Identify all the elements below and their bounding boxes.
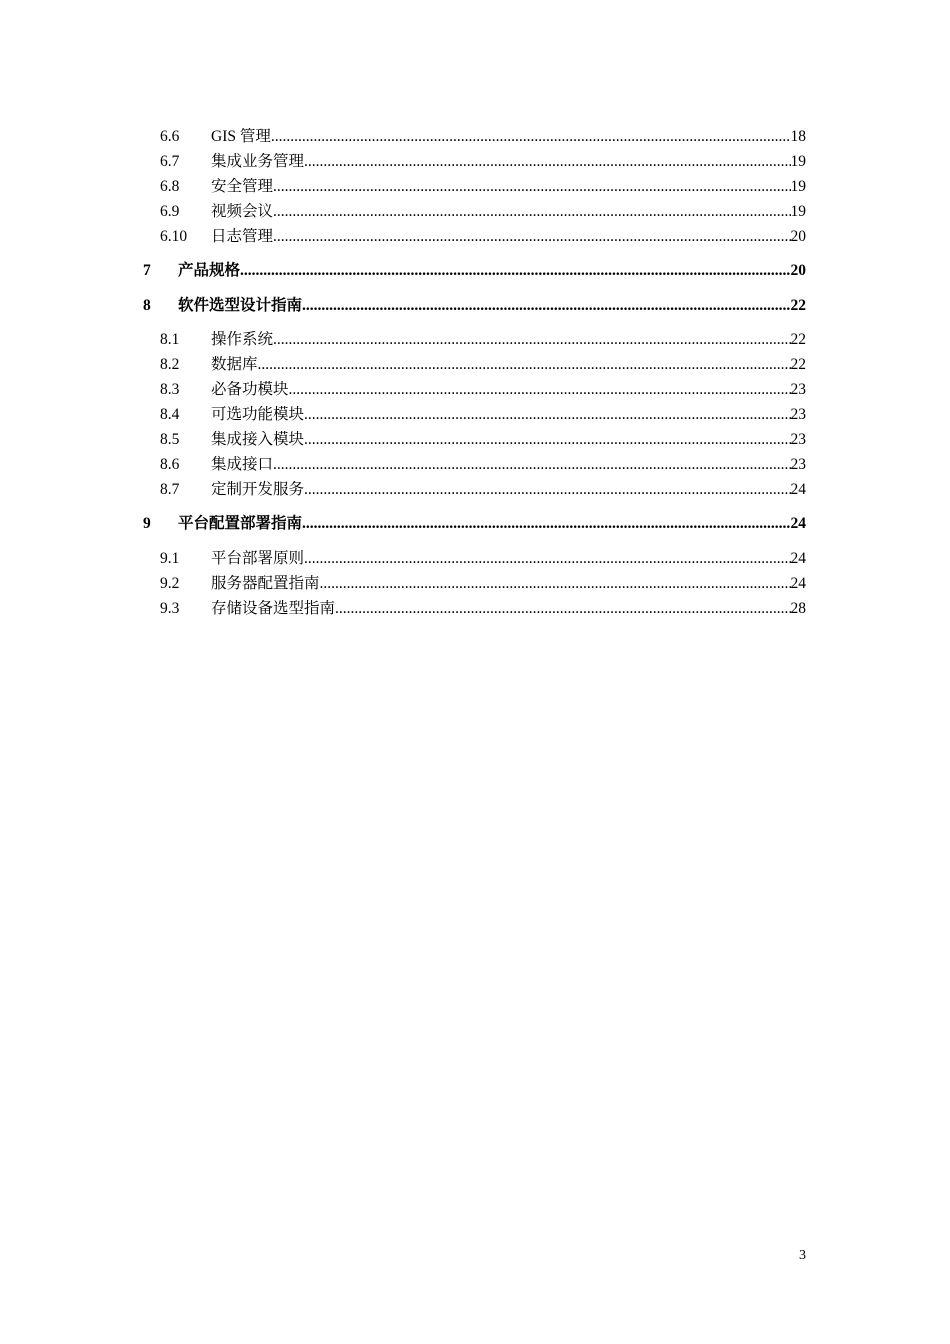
toc-entry-title: 集成接入模块	[211, 431, 305, 448]
toc-entry-number: 9.2	[160, 575, 180, 592]
toc-entry-title: 平台部署原则	[211, 550, 305, 567]
toc-entry-page: 23	[790, 406, 806, 423]
toc-entry-number: 6.7	[160, 153, 180, 170]
toc-entry-title: 操作系统	[211, 331, 274, 348]
dot-leader	[320, 573, 791, 595]
toc-entry-8-1[interactable]	[160, 329, 806, 351]
dot-leader	[273, 201, 790, 223]
toc-entry-page: 24	[790, 515, 806, 532]
dot-leader	[273, 454, 790, 476]
toc-entry-number: 8.4	[160, 406, 180, 423]
page-number: 3	[799, 1248, 806, 1263]
toc-entry-page: 24	[790, 550, 806, 567]
dot-leader	[302, 295, 790, 317]
dot-leader	[302, 513, 790, 535]
toc-entry-title: 平台配置部署指南	[178, 515, 303, 532]
toc-entry-6-7[interactable]	[160, 151, 806, 173]
toc-entry-number: 8.2	[160, 356, 180, 373]
toc-entry-page: 24	[790, 481, 806, 498]
toc-entry-page: 19	[790, 153, 806, 170]
toc-entry-number: 6.8	[160, 178, 180, 195]
dot-leader	[258, 354, 791, 376]
toc-entry-6-8[interactable]	[160, 176, 806, 198]
toc-entry-title: 服务器配置指南	[211, 575, 320, 592]
toc-entry-title: 数据库	[211, 356, 258, 373]
dot-leader	[271, 126, 791, 148]
dot-leader	[304, 548, 790, 570]
toc-entry-page: 20	[790, 262, 806, 279]
toc-entry-number: 8.1	[160, 331, 180, 348]
toc-entry-title: 可选功能模块	[211, 406, 305, 423]
toc-entry-8-7[interactable]	[160, 479, 806, 501]
toc-entry-title: 安全管理	[211, 178, 274, 195]
dot-leader	[335, 598, 790, 620]
toc-entry-8-3[interactable]	[160, 379, 806, 401]
toc-entry-number: 8	[143, 297, 151, 314]
toc-entry-page: 24	[790, 575, 806, 592]
toc-entry-title: 定制开发服务	[211, 481, 305, 498]
toc-entry-8-4[interactable]	[160, 404, 806, 426]
toc-entry-page: 23	[790, 456, 806, 473]
toc-entry-page: 28	[790, 600, 806, 617]
dot-leader	[273, 329, 790, 351]
toc-entry-title: 日志管理	[211, 228, 274, 245]
dot-leader	[240, 260, 790, 282]
toc-entry-8-2[interactable]	[160, 354, 806, 376]
toc-entry-page: 19	[790, 203, 806, 220]
toc-entry-number: 7	[143, 262, 151, 279]
toc-entry-number: 6.6	[160, 128, 180, 145]
toc-entry-title: 集成业务管理	[211, 153, 305, 170]
toc-entry-title: 软件选型设计指南	[178, 297, 303, 314]
toc-entry-page: 19	[790, 178, 806, 195]
toc-entry-page: 20	[790, 228, 806, 245]
dot-leader	[304, 429, 790, 451]
toc-entry-number: 9.1	[160, 550, 180, 567]
toc-entry-title: GIS 管理	[211, 128, 271, 145]
toc-entry-page: 23	[790, 431, 806, 448]
toc-entry-title: 存储设备选型指南	[211, 600, 336, 617]
dot-leader	[289, 379, 791, 401]
toc-entry-8[interactable]	[143, 295, 806, 317]
toc-entry-number: 8.3	[160, 381, 180, 398]
toc-entry-title: 产品规格	[178, 262, 241, 279]
toc-entry-number: 9	[143, 515, 151, 532]
toc-entry-8-6[interactable]	[160, 454, 806, 476]
toc-entry-6-10[interactable]	[160, 226, 806, 248]
toc-entry-page: 22	[790, 297, 806, 314]
toc-entry-6-9[interactable]	[160, 201, 806, 223]
toc-entry-9[interactable]	[143, 513, 806, 535]
toc-entry-number: 8.6	[160, 456, 180, 473]
toc-entry-page: 22	[790, 331, 806, 348]
dot-leader	[304, 404, 790, 426]
toc-entry-8-5[interactable]	[160, 429, 806, 451]
toc-entry-9-2[interactable]	[160, 573, 806, 595]
toc-entry-9-3[interactable]	[160, 598, 806, 620]
toc-entry-number: 6.9	[160, 203, 180, 220]
toc-entry-title: 必备功模块	[211, 381, 289, 398]
toc-entry-number: 8.7	[160, 481, 180, 498]
toc-entry-7[interactable]	[143, 260, 806, 282]
toc-entry-page: 23	[790, 381, 806, 398]
dot-leader	[273, 176, 790, 198]
toc-entry-page: 22	[790, 356, 806, 373]
toc-entry-title: 视频会议	[211, 203, 274, 220]
toc-entry-number: 6.10	[160, 228, 188, 245]
toc-entry-title: 集成接口	[211, 456, 274, 473]
toc-entry-9-1[interactable]	[160, 548, 806, 570]
toc-entry-6-6[interactable]	[160, 126, 806, 148]
dot-leader	[304, 151, 790, 173]
toc-entry-page: 18	[790, 128, 806, 145]
toc-entry-number: 8.5	[160, 431, 180, 448]
dot-leader	[273, 226, 790, 248]
dot-leader	[304, 479, 790, 501]
toc-entry-number: 9.3	[160, 600, 180, 617]
